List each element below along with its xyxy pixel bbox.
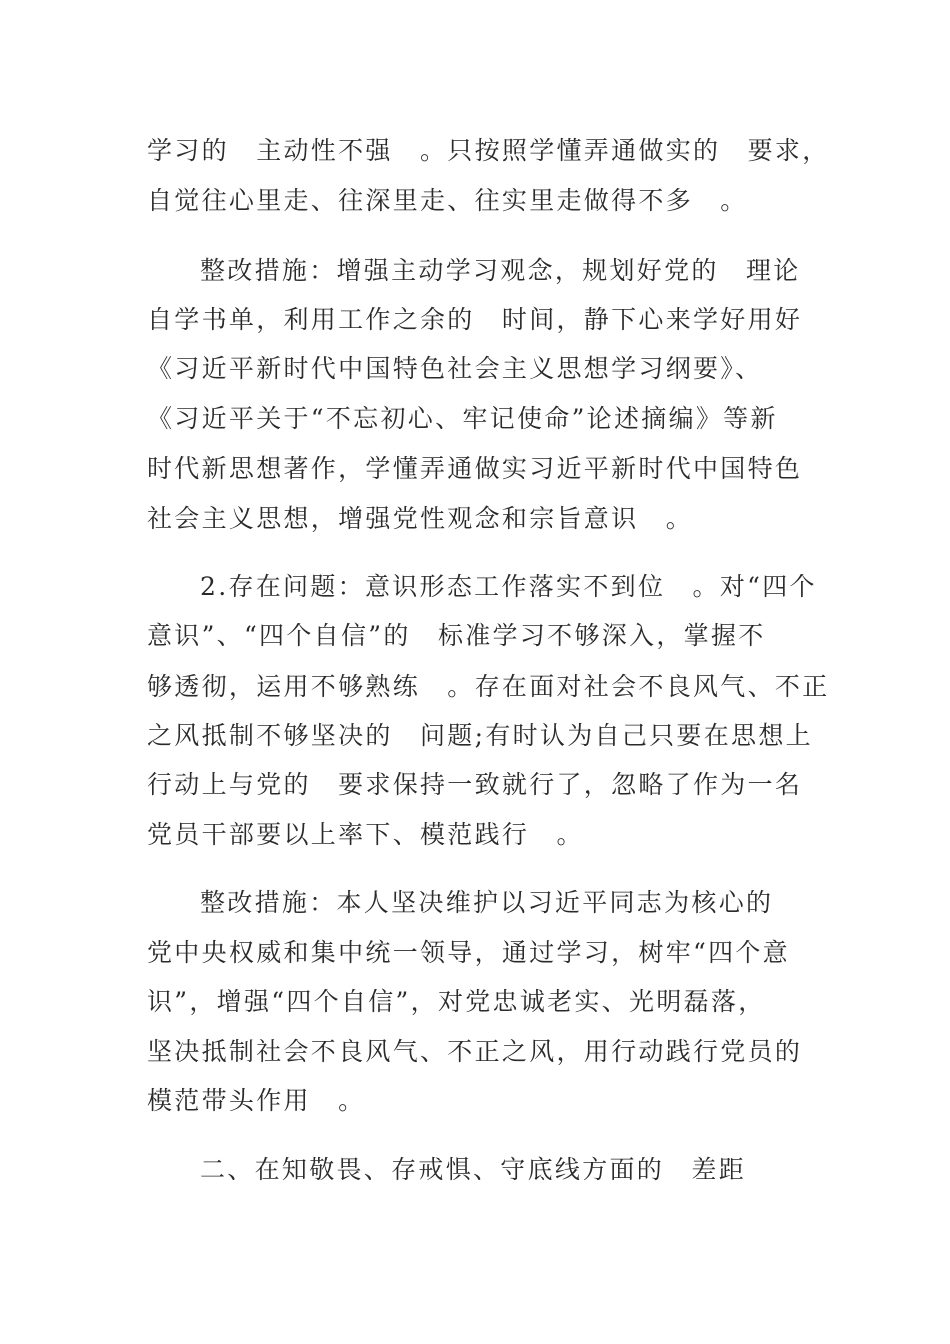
text-line: 整改措施：本人坚决维护以习近平同志为核心的 bbox=[200, 888, 774, 917]
text-line: 学习的 主动性不强 。只按照学懂弄通做实的 要求， bbox=[147, 136, 830, 165]
text-line: 自学书单，利用工作之余的 时间，静下心来学好用好 bbox=[147, 305, 803, 334]
text-line: 意识”、“四个自信”的 标准学习不够深入，掌握不 bbox=[147, 621, 766, 650]
text-line: 时代新思想著作，学懂弄通做实习近平新时代中国特色 bbox=[147, 454, 803, 483]
text-line: 2.存在问题：意识形态工作落实不到位 。对“四个 bbox=[200, 572, 817, 601]
text-line: 识”，增强“四个自信”，对党忠诚老实、光明磊落， bbox=[147, 987, 766, 1016]
text-line: 自觉往心里走、往深里走、往实里走做得不多 。 bbox=[147, 186, 748, 215]
text-line: 《习近平新时代中国特色社会主义思想学习纲要》、 bbox=[147, 354, 763, 383]
text-line: 党中央权威和集中统一领导，通过学习，树牢“四个意 bbox=[147, 938, 790, 967]
text-line: 之风抵制不够坚决的 问题;有时认为自己只要在思想上 bbox=[147, 721, 813, 750]
text-line: 行动上与党的 要求保持一致就行了，忽略了作为一名 bbox=[147, 770, 803, 799]
text-line: 《习近平关于“不忘初心、牢记使命”论述摘编》等新 bbox=[147, 404, 778, 433]
text-line: 社会主义思想，增强党性观念和宗旨意识 。 bbox=[147, 504, 694, 533]
text-line: 整改措施：增强主动学习观念，规划好党的 理论 bbox=[200, 256, 801, 285]
section-heading-text: 二、在知敬畏、存戒惧、守底线方面的 差距 bbox=[200, 1155, 747, 1184]
text-line: 党员干部要以上率下、模范践行 。 bbox=[147, 820, 584, 849]
text-line: 够透彻，运用不够熟练 。存在面对社会不良风气、不正 bbox=[147, 672, 830, 701]
text-line: 坚决抵制社会不良风气、不正之风，用行动践行党员的 bbox=[147, 1037, 803, 1066]
text-line: 模范带头作用 。 bbox=[147, 1086, 366, 1115]
